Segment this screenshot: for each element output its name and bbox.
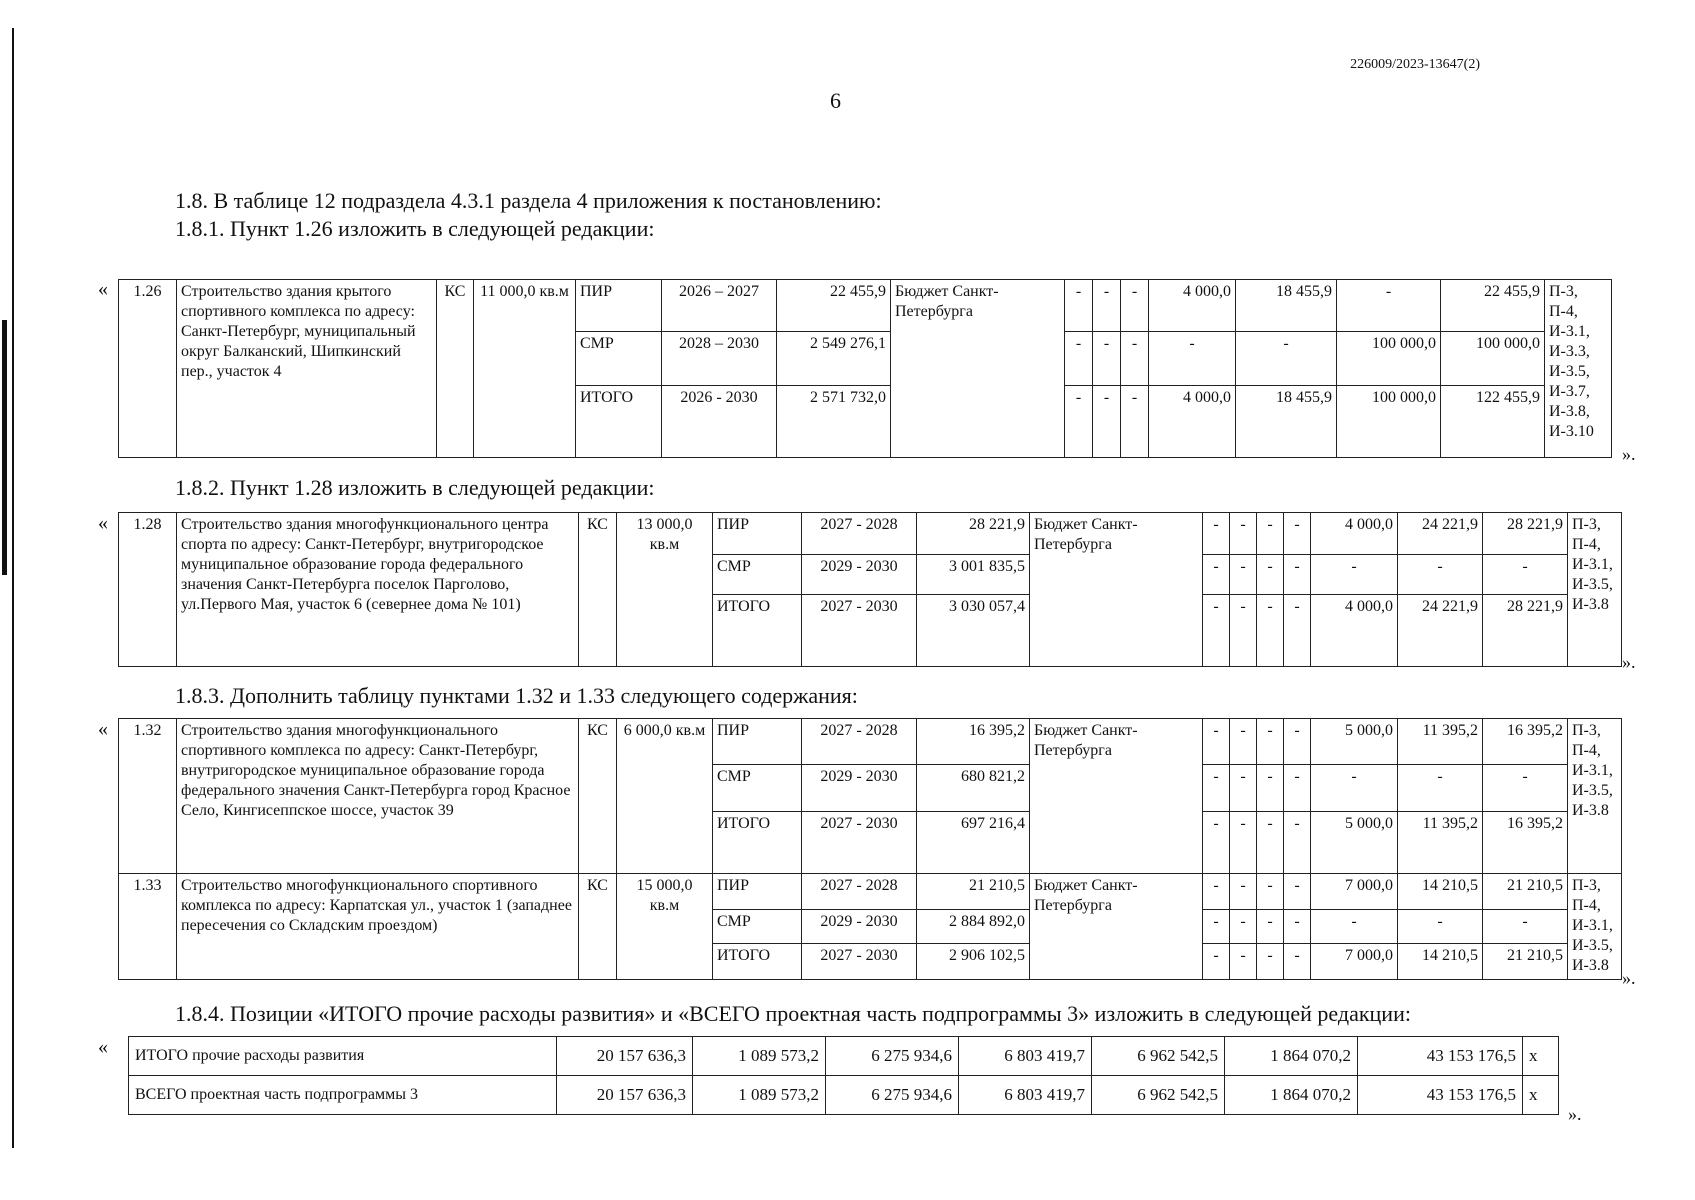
- row-total: 16 395,2: [1483, 719, 1568, 765]
- year-cell: -: [1311, 555, 1398, 595]
- year-cell: -: [1093, 386, 1121, 458]
- year-cell: -: [1065, 280, 1093, 332]
- total-cost-all: 3 030 057,4: [917, 595, 1030, 667]
- document-id: 226009/2023-13647(2): [1350, 57, 1480, 72]
- period-smr: 2029 - 2030: [802, 910, 917, 944]
- total-cost-pir: 21 210,5: [917, 874, 1030, 910]
- stage-total: ИТОГО: [576, 386, 662, 458]
- year-cell: -: [1284, 944, 1311, 980]
- indicator-codes: П-3, П-4, И-3.1, И-3.3, И-3.5, И-3.7, И-3.8, И-3.10: [1545, 280, 1612, 458]
- year-cell: 11 395,2: [1398, 719, 1483, 765]
- year-cell: 100 000,0: [1337, 386, 1441, 458]
- summary-value: 20 157 636,3: [557, 1076, 693, 1115]
- total-cost-pir: 28 221,9: [917, 513, 1030, 555]
- year-cell: 7 000,0: [1311, 944, 1398, 980]
- row-total: -: [1483, 555, 1568, 595]
- year-cell: -: [1337, 280, 1441, 332]
- year-cell: -: [1203, 812, 1230, 874]
- row-total: 16 395,2: [1483, 812, 1568, 874]
- stage-smr: СМР: [713, 765, 802, 812]
- summary-value: 1 864 070,2: [1225, 1076, 1358, 1115]
- year-cell: 18 455,9: [1236, 280, 1337, 332]
- stage-smr: СМР: [713, 555, 802, 595]
- funding-source: Бюджет Санкт-Петербурга: [891, 280, 1065, 458]
- close-quote: ».: [1622, 652, 1636, 672]
- row-total: 28 221,9: [1483, 595, 1568, 667]
- scan-margin-line: [12, 28, 14, 1148]
- year-cell: -: [1203, 719, 1230, 765]
- year-cell: -: [1284, 595, 1311, 667]
- period-smr: 2029 - 2030: [802, 765, 917, 812]
- year-cell: -: [1093, 332, 1121, 386]
- stage-smr: СМР: [713, 910, 802, 944]
- table-items-1-32-1-33: [118, 718, 1622, 980]
- summary-total: 43 153 176,5: [1358, 1076, 1523, 1115]
- row-total: 22 455,9: [1441, 280, 1545, 332]
- year-cell: -: [1284, 555, 1311, 595]
- total-cost-smr: 3 001 835,5: [917, 555, 1030, 595]
- year-cell: -: [1257, 513, 1284, 555]
- summary-table: [128, 1036, 1559, 1115]
- page-number: 6: [830, 88, 841, 113]
- stage-pir: ПИР: [576, 280, 662, 332]
- year-cell: 14 210,5: [1398, 944, 1483, 980]
- year-cell: 4 000,0: [1311, 513, 1398, 555]
- year-cell: -: [1257, 874, 1284, 910]
- year-cell: -: [1230, 555, 1257, 595]
- year-cell: 24 221,9: [1398, 513, 1483, 555]
- year-cell: -: [1257, 555, 1284, 595]
- year-cell: 14 210,5: [1398, 874, 1483, 910]
- year-cell: -: [1230, 513, 1257, 555]
- summary-value: 6 803 419,7: [959, 1076, 1092, 1115]
- summary-value: 6 803 419,7: [959, 1037, 1092, 1076]
- summary-value: 6 275 934,6: [826, 1076, 959, 1115]
- total-cost-all: 2 571 732,0: [777, 386, 891, 458]
- funding-source: Бюджет Санкт-Петербурга: [1030, 513, 1203, 667]
- year-cell: 4 000,0: [1311, 595, 1398, 667]
- stage-total: ИТОГО: [713, 595, 802, 667]
- year-cell: -: [1284, 812, 1311, 874]
- item-number: 1.32: [119, 719, 177, 874]
- year-cell: 24 221,9: [1398, 595, 1483, 667]
- paragraph-1-8-1: 1.8.1. Пункт 1.26 изложить в следующей редакции:: [175, 216, 655, 241]
- close-quote: ».: [1568, 1104, 1582, 1124]
- summary-total: 43 153 176,5: [1358, 1037, 1523, 1076]
- object-name: Строительство многофункционального спортивного комплекса по адресу: Карпатская ул., участок 1 (западнее пересечения со Складским проездом): [177, 874, 579, 980]
- row-total: 100 000,0: [1441, 332, 1545, 386]
- row-total: 122 455,9: [1441, 386, 1545, 458]
- year-cell: -: [1284, 719, 1311, 765]
- row-total: 28 221,9: [1483, 513, 1568, 555]
- year-cell: -: [1257, 944, 1284, 980]
- year-cell: 4 000,0: [1149, 280, 1236, 332]
- row-total: -: [1483, 765, 1568, 812]
- total-cost-all: 2 906 102,5: [917, 944, 1030, 980]
- object-capacity: 6 000,0 кв.м: [617, 719, 713, 874]
- stage-total: ИТОГО: [713, 812, 802, 874]
- funding-source: Бюджет Санкт-Петербурга: [1030, 719, 1203, 874]
- close-quote: ».: [1622, 968, 1636, 988]
- year-cell: -: [1257, 719, 1284, 765]
- year-cell: -: [1257, 595, 1284, 667]
- object-capacity: 15 000,0 кв.м: [617, 874, 713, 980]
- summary-value: 6 962 542,5: [1092, 1037, 1225, 1076]
- year-cell: -: [1257, 910, 1284, 944]
- summary-value: 1 089 573,2: [693, 1037, 826, 1076]
- summary-value: 6 275 934,6: [826, 1037, 959, 1076]
- object-name: Строительство здания многофункционального центра спорта по адресу: Санкт-Петербург, внутригородское муниципальное образование города федерального значения Санкт-Петербурга поселок Парголово, ул.Первого Мая, участок 6 (севернее дома № 101): [177, 513, 579, 667]
- paragraph-1-8-4: 1.8.4. Позиции «ИТОГО прочие расходы развития» и «ВСЕГО проектная часть подпрограммы 3» изложить в следующей редакции:: [175, 1001, 1411, 1026]
- total-cost-smr: 2 884 892,0: [917, 910, 1030, 944]
- year-cell: 18 455,9: [1236, 386, 1337, 458]
- year-cell: 11 395,2: [1398, 812, 1483, 874]
- indicator-codes: П-3, П-4, И-3.1, И-3.5, И-3.8: [1568, 513, 1622, 667]
- period-pir: 2027 - 2028: [802, 874, 917, 910]
- total-cost-smr: 2 549 276,1: [777, 332, 891, 386]
- object-type: КС: [579, 513, 617, 667]
- year-cell: -: [1230, 944, 1257, 980]
- year-cell: -: [1257, 812, 1284, 874]
- total-cost-all: 697 216,4: [917, 812, 1030, 874]
- year-cell: -: [1203, 874, 1230, 910]
- year-cell: -: [1230, 910, 1257, 944]
- year-cell: -: [1398, 555, 1483, 595]
- year-cell: -: [1257, 765, 1284, 812]
- paragraph-1-8-2: 1.8.2. Пункт 1.28 изложить в следующей редакции:: [175, 475, 655, 500]
- summary-value: 20 157 636,3: [557, 1037, 693, 1076]
- total-cost-pir: 22 455,9: [777, 280, 891, 332]
- object-capacity: 13 000,0 кв.м: [617, 513, 713, 667]
- year-cell: -: [1093, 280, 1121, 332]
- summary-row-other-costs: [129, 1037, 1559, 1076]
- paragraph-1-8-3: 1.8.3. Дополнить таблицу пунктами 1.32 и 1.33 следующего содержания:: [175, 683, 858, 708]
- year-cell: -: [1311, 910, 1398, 944]
- period-total: 2027 - 2030: [802, 944, 917, 980]
- summary-mark: х: [1523, 1037, 1559, 1076]
- stage-pir: ПИР: [713, 719, 802, 765]
- total-cost-pir: 16 395,2: [917, 719, 1030, 765]
- indicator-codes: П-3, П-4, И-3.1, И-3.5, И-3.8: [1568, 874, 1622, 980]
- year-cell: -: [1230, 595, 1257, 667]
- year-cell: -: [1203, 555, 1230, 595]
- year-cell: 4 000,0: [1149, 386, 1236, 458]
- table-item-1-26: [118, 279, 1612, 458]
- year-cell: -: [1284, 513, 1311, 555]
- row-total: 21 210,5: [1483, 874, 1568, 910]
- funding-source: Бюджет Санкт-Петербурга: [1030, 874, 1203, 980]
- year-cell: 100 000,0: [1337, 332, 1441, 386]
- object-type: КС: [579, 874, 617, 980]
- year-cell: -: [1065, 386, 1093, 458]
- item-number: 1.28: [119, 513, 177, 667]
- year-cell: -: [1149, 332, 1236, 386]
- object-name: Строительство здания многофункционального спортивного комплекса по адресу: Санкт-Петербург, внутригородское муниципальное образование города федерального значения Санкт-Петербурга город Красное Село, Кингисеппское шоссе, участок 39: [177, 719, 579, 874]
- year-cell: -: [1284, 874, 1311, 910]
- year-cell: -: [1236, 332, 1337, 386]
- summary-value: 1 864 070,2: [1225, 1037, 1358, 1076]
- year-cell: -: [1203, 910, 1230, 944]
- object-capacity: 11 000,0 кв.м: [474, 280, 576, 458]
- summary-row-project-total: [129, 1076, 1559, 1115]
- year-cell: -: [1230, 812, 1257, 874]
- period-total: 2027 - 2030: [802, 812, 917, 874]
- open-quote: «: [98, 1036, 108, 1058]
- summary-label: ВСЕГО проектная часть подпрограммы 3: [129, 1076, 557, 1115]
- year-cell: -: [1284, 910, 1311, 944]
- object-name: Строительство здания крытого спортивного комплекса по адресу: Санкт-Петербург, муниципальный округ Балканский, Шипкинский пер., участок 4: [177, 280, 437, 458]
- year-cell: -: [1311, 765, 1398, 812]
- close-quote: ».: [1622, 444, 1636, 464]
- year-cell: -: [1065, 332, 1093, 386]
- row-total: -: [1483, 910, 1568, 944]
- period-pir: 2027 - 2028: [802, 513, 917, 555]
- open-quote: «: [98, 512, 108, 534]
- open-quote: «: [98, 718, 108, 740]
- object-type: КС: [579, 719, 617, 874]
- table-item-1-28: [118, 512, 1622, 667]
- item-number: 1.33: [119, 874, 177, 980]
- item-number: 1.26: [119, 280, 177, 458]
- year-cell: 5 000,0: [1311, 812, 1398, 874]
- paragraph-1-8: 1.8. В таблице 12 подраздела 4.3.1 раздела 4 приложения к постановлению:: [175, 188, 882, 213]
- total-cost-smr: 680 821,2: [917, 765, 1030, 812]
- year-cell: -: [1203, 765, 1230, 812]
- row-total: 21 210,5: [1483, 944, 1568, 980]
- year-cell: -: [1230, 719, 1257, 765]
- year-cell: -: [1121, 332, 1149, 386]
- scan-margin-mark: [2, 320, 7, 575]
- period-total: 2027 - 2030: [802, 595, 917, 667]
- stage-pir: ПИР: [713, 874, 802, 910]
- year-cell: -: [1230, 765, 1257, 812]
- year-cell: -: [1121, 386, 1149, 458]
- summary-value: 1 089 573,2: [693, 1076, 826, 1115]
- year-cell: -: [1203, 595, 1230, 667]
- year-cell: -: [1203, 944, 1230, 980]
- year-cell: -: [1121, 280, 1149, 332]
- period-pir: 2027 - 2028: [802, 719, 917, 765]
- period-smr: 2028 – 2030: [662, 332, 777, 386]
- year-cell: 7 000,0: [1311, 874, 1398, 910]
- period-smr: 2029 - 2030: [802, 555, 917, 595]
- year-cell: -: [1284, 765, 1311, 812]
- period-pir: 2026 – 2027: [662, 280, 777, 332]
- year-cell: -: [1398, 765, 1483, 812]
- stage-total: ИТОГО: [713, 944, 802, 980]
- year-cell: -: [1398, 910, 1483, 944]
- indicator-codes: П-3, П-4, И-3.1, И-3.5, И-3.8: [1568, 719, 1622, 874]
- stage-smr: СМР: [576, 332, 662, 386]
- year-cell: -: [1230, 874, 1257, 910]
- period-total: 2026 - 2030: [662, 386, 777, 458]
- open-quote: «: [98, 278, 108, 300]
- year-cell: -: [1203, 513, 1230, 555]
- summary-value: 6 962 542,5: [1092, 1076, 1225, 1115]
- year-cell: 5 000,0: [1311, 719, 1398, 765]
- summary-label: ИТОГО прочие расходы развития: [129, 1037, 557, 1076]
- object-type: КС: [437, 280, 474, 458]
- summary-mark: х: [1523, 1076, 1559, 1115]
- stage-pir: ПИР: [713, 513, 802, 555]
